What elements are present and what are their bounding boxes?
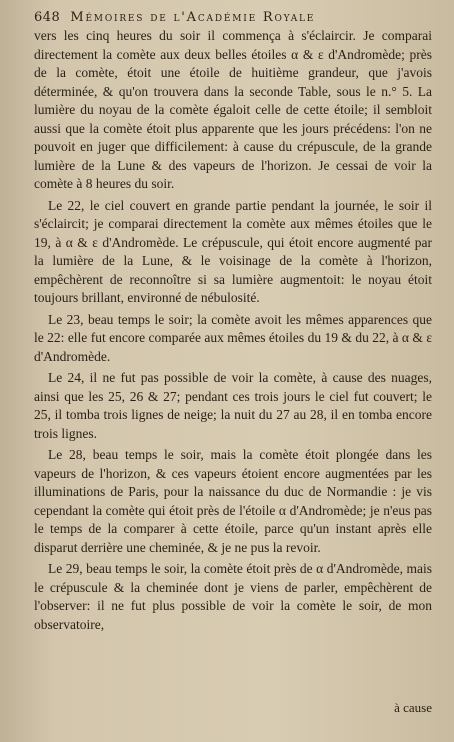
catchword: à cause	[394, 700, 432, 715]
paragraph-day-24: Le 24, il ne fut pas possible de voir la comète, à cause des nuages, ainsi que les 25, 26 & 27; pendant ces trois jours le ciel fut couvert; le 25, il tomba trois lignes de neige; la nuit du 27 au 28, il en tomba encore trois lignes.	[34, 370, 432, 441]
body-text	[34, 27, 432, 634]
paragraph-day-23: Le 23, beau temps le soir; la comète avoit les mêmes apparences que le 22: elle fut encore comparée aux mêmes étoiles du 19 & du 22, à α & ε d'Andromède.	[34, 311, 432, 364]
running-title: Mémoires de l'Académie Royale	[70, 10, 316, 25]
running-head	[34, 10, 432, 25]
paragraph-day-29: Le 29, beau temps le soir, la comète étoit près de α d'Andromède, mais le crépuscule & la cheminée dont je viens de parler, empêchèrent de l'observer: il ne fut plus possible de voir la comète le soir, de mon observatoire,	[34, 561, 432, 632]
paragraph-continuation: vers les cinq heures du soir il commença à s'éclaircir. Je comparai directement la comète aux deux belles étoiles α & ε d'Andromède; près de la comète, étoit une étoile de huitième grandeur, que j'avois déterminée, & qu'on trouvera dans la seconde Table, sous le n.° 5. La lumière du noyau de la comète égaloit celle de cette étoile; il sembloit aussi que la comète étoit plus apparente que les jours précédens: l'on ne pouvoit en juger que difficilement: à cause du crépuscule, de la grande lumière de la Lune & des vapeurs de l'horizon. Je cessai de voir la comète à 8 heures du soir.	[34, 28, 432, 191]
page-number: 648	[34, 10, 61, 25]
paragraph-day-28: Le 28, beau temps le soir, mais la comète étoit plongée dans les vapeurs de l'horizon, & ces vapeurs étoient encore augmentées par les illuminations de Paris, pour la naissance du duc de Normandie : je vis cependant la comète qui étoit près de l'étoile α d'Andromède; je n'eus pas le temps de la comparer à cette étoile, parce qu'un instant après elle disparut derrière une cheminée, & je ne pus la revoir.	[34, 447, 432, 555]
paragraph-day-22: Le 22, le ciel couvert en grande partie pendant la journée, le soir il s'éclaircit; je comparai directement la comète aux mêmes étoiles que le 19, à α & ε d'Andromède. Le crépuscule, qui étoit encore augmenté par la lumière de la Lune, & le voisinage de la comète à l'horizon, empêchèrent de reconnoître si sa lumière augmentoit: le noyau étoit toujours brillant, environné de nébulosité.	[34, 197, 432, 305]
